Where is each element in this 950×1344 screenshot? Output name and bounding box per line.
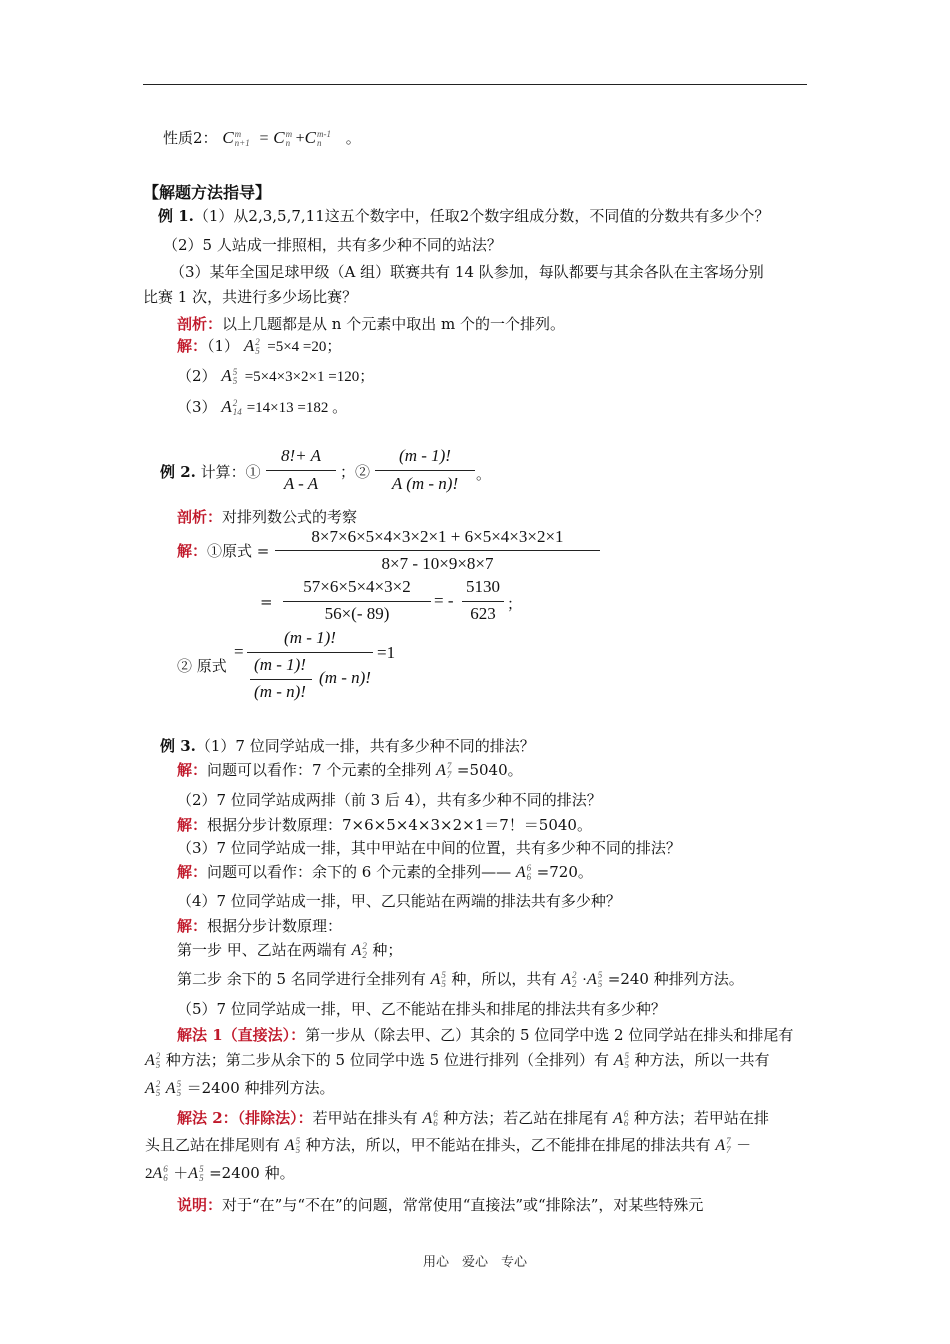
ex2-step1-den: 8×7 - 10×9×8×7 — [381, 554, 494, 573]
ex2-step2-num: 57×6×5×4×3×2 — [303, 577, 411, 596]
ex2-label: 例 2. 计算：① — [160, 463, 261, 481]
ex2-analysis: 剖析：对排列数公式的考察 — [177, 508, 358, 526]
ex2-r2-den-a: (m - 1)! — [254, 655, 306, 674]
ex1-q1: 例 1.（1）从2,3,5,7,11这五个数字中，任取2个数字组成分数，不同值的分数共有多少个？ — [158, 207, 770, 225]
ex3-m2-c: 2A6 6 ＋A5 5 =2400 种。 — [145, 1164, 295, 1183]
ex2-r2-num: (m - 1)! — [284, 628, 336, 647]
ex2-frac2-den: A (m - n)! — [391, 474, 459, 493]
ex3-q1: 例 3.（1）7 位同学站成一排，共有多少种不同的排法？ — [160, 737, 535, 755]
ex2-frac1-den: A - A — [283, 474, 319, 493]
ex2-result-bar — [462, 601, 504, 602]
ex1-q2: （2）5 人站成一排照相，共有多少种不同的站法？ — [163, 236, 502, 254]
ex2-r2-inner-bar — [250, 679, 312, 680]
ex2-r2-bar — [247, 652, 373, 653]
ex3-a2: 解：根据分步计数原理：7×6×5×4×3×2×1＝7！＝5040。 — [177, 816, 592, 834]
ex2-step1-bar — [275, 550, 600, 551]
ex3-m1-c: A2 5 A5 5 ＝2400 种排列方法。 — [145, 1079, 335, 1098]
ex3-a4-step2: 第二步 余下的 5 名同学进行全排列有 A5 5 种，所以，共有 A2 2 ·A5 5 =240 种排列方法。 — [177, 970, 744, 989]
ex2-sol-label: 解：①原式 = — [177, 542, 270, 560]
ex1-sol-1: 解：（1） A2 5 =5×4 =20； — [177, 336, 342, 356]
ex3-m1-b: A2 5 种方法；第二步从余下的 5 位同学中选 5 位进行排列（全排列）有 A5 5 种方法，所以一共有 — [145, 1051, 770, 1070]
ex2-frac2-num: (m - 1)! — [399, 446, 451, 465]
ex3-q2: （2）7 位同学站成两排（前 3 后 4），共有多少种不同的排法？ — [177, 791, 602, 809]
ex2-step2-den: 56×(- 89) — [324, 604, 390, 623]
ex1-q3: （3）某年全国足球甲级（A 组）联赛共有 14 队参加，每队都要与其余各队在主客场分别 — [170, 263, 764, 281]
ex1-analysis: 剖析：以上几题都是从 n 个元素中取出 m 个的一个排列。 — [177, 315, 565, 333]
ex3-q5: （5）7 位同学站成一排，甲、乙不能站在排头和排尾的排法共有多少种？ — [177, 1000, 666, 1018]
ex2-sep: ；② — [340, 463, 371, 481]
ex2-step1-num: 8×7×6×5×4×3×2×1 + 6×5×4×3×2×1 — [311, 527, 564, 546]
ex1-sol-3: （3） A2 14 =14×13 =182 。 — [177, 397, 348, 417]
ex2-frac2-bar — [375, 470, 475, 471]
ex1-q3-cont: 比赛 1 次，共进行多少场比赛？ — [143, 288, 358, 306]
ex2-part2-label: ② 原式 — [177, 657, 227, 675]
header-rule — [143, 84, 807, 85]
ex3-a3: 解：问题可以看作：余下的 6 个元素的全排列—— A6 6 =720。 — [177, 863, 593, 882]
page-footer: 用心 爱心 专心 — [422, 1255, 527, 1270]
ex2-frac1-num: 8!+ A — [281, 446, 321, 465]
ex3-a4-step1: 第一步 甲、乙站在两端有 A2 2 种； — [177, 941, 403, 960]
ex2-result-num: 5130 — [466, 577, 500, 596]
ex3-q3: （3）7 位同学站成一排，其中甲站在中间的位置，共有多少种不同的排法？ — [177, 839, 681, 857]
ex3-m2-a: 解法 2：（排除法）：若甲站在排头有 A6 6 种方法；若乙站在排尾有 A6 6 种方法；若甲站在排 — [177, 1109, 769, 1128]
ex2-step2-bar — [283, 601, 431, 602]
ex2-r2-tail: (m - n)! — [319, 668, 371, 687]
ex3-q4: （4）7 位同学站成一排，甲、乙只能站在两端的排法共有多少种？ — [177, 892, 621, 910]
ex3-note: 说明：对于“在”与“不在”的问题，常常使用“直接法”或“排除法”，对某些特殊元 — [177, 1196, 704, 1214]
ex2-frac1-bar — [266, 470, 336, 471]
property-label: 性质2： — [163, 129, 218, 147]
ex3-m1-a: 解法 1（直接法）：第一步从（除去甲、乙）其余的 5 位同学中选 2 位同学站在排头和排尾有 — [177, 1026, 794, 1044]
ex3-a1: 解：问题可以看作：7 个元素的全排列 A7 7 =5040。 — [177, 761, 523, 780]
ex2-result-den: 623 — [470, 604, 496, 623]
ex3-a4: 解：根据分步计数原理： — [177, 917, 343, 935]
ex2-r2-result: =1 — [377, 643, 396, 662]
ex1-sol-2: （2） A5 5 =5×4×3×2×1 =120； — [177, 366, 375, 386]
ex3-m2-b: 头且乙站在排尾则有 A5 5 种方法，所以，甲不能站在排头，乙不能排在排尾的排法共有 A7 7 － — [145, 1136, 752, 1155]
property-2: 性质2： Cm n+1 = Cm n +Cm-1 n 。 — [163, 128, 361, 148]
section-title: 【解题方法指导】 — [143, 183, 272, 202]
ex2-r2-den-b: (m - n)! — [254, 682, 306, 701]
